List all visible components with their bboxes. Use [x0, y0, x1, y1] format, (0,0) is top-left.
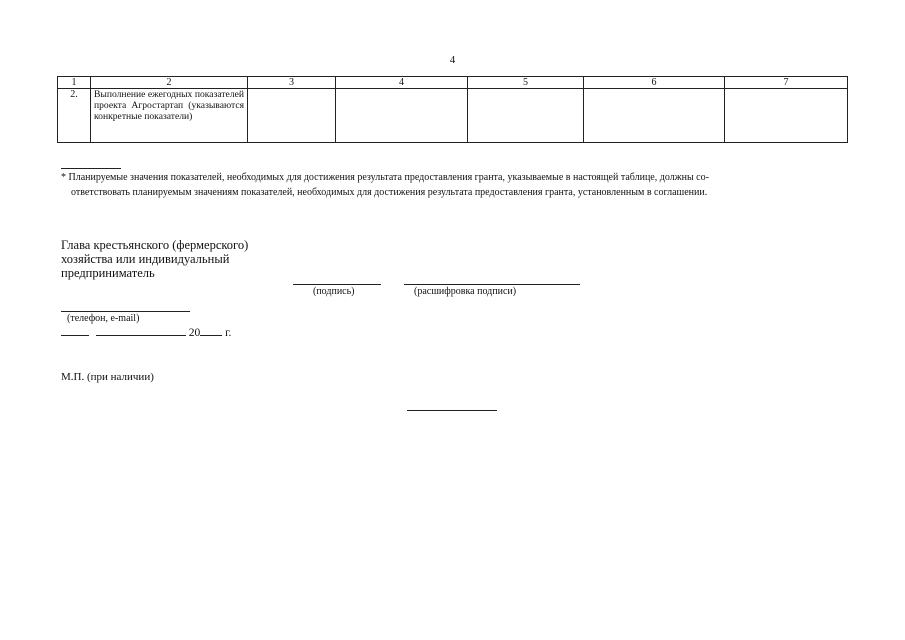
table-cell [584, 89, 725, 143]
column-header: 5 [468, 77, 584, 89]
footnote [61, 170, 845, 200]
row-description: Выполнение ежегодных показателей проекта Агростартап (указываются конкретные показатели) [91, 89, 248, 143]
signature-decode-line [404, 284, 580, 285]
date-suffix: г. [225, 327, 232, 339]
signer-role-line-2: хозяйства или индивидуальный [61, 252, 230, 266]
table-row [58, 89, 848, 143]
table-cell [468, 89, 584, 143]
date-day-blank [61, 326, 89, 336]
contact-line [61, 311, 190, 312]
bottom-rule [407, 410, 497, 411]
column-header: 3 [248, 77, 336, 89]
page-number: 4 [449, 54, 456, 66]
signer-role-line-1: Глава крестьянского (фермерского) [61, 238, 249, 252]
footnote-line-1: Планируемые значения показателей, необходимых для достижения результата предоставления гранта, указываемые в настоящей таблице, должны со- [68, 172, 709, 183]
table-cell [336, 89, 468, 143]
column-header: 1 [58, 77, 91, 89]
table-cell [248, 89, 336, 143]
column-header: 4 [336, 77, 468, 89]
table-cell [725, 89, 848, 143]
seal-label: М.П. (при наличии) [61, 371, 154, 383]
contact-caption: (телефон, e-mail) [67, 313, 140, 324]
date-year-prefix: 20 [188, 327, 201, 339]
signer-role [61, 238, 248, 280]
signature-decode-caption: (расшифровка подписи) [414, 286, 517, 297]
footnote-marker: * [61, 172, 66, 183]
footnote-line-2: ответствовать планируемым значениям показателей, необходимых для достижения результата предоставления гранта, установленным в соглашении. [71, 187, 708, 198]
signature-caption: (подпись) [313, 286, 355, 297]
table-header-row [58, 77, 848, 89]
signature-line [293, 284, 381, 285]
date-row [61, 326, 231, 339]
date-month-blank [96, 326, 186, 336]
signer-role-line-3: предприниматель [61, 266, 155, 280]
indicators-table [57, 76, 848, 143]
column-header: 2 [91, 77, 248, 89]
row-number: 2. [58, 89, 91, 143]
column-header: 6 [584, 77, 725, 89]
date-year-blank [200, 326, 222, 336]
column-header: 7 [725, 77, 848, 89]
footnote-rule [61, 168, 121, 169]
